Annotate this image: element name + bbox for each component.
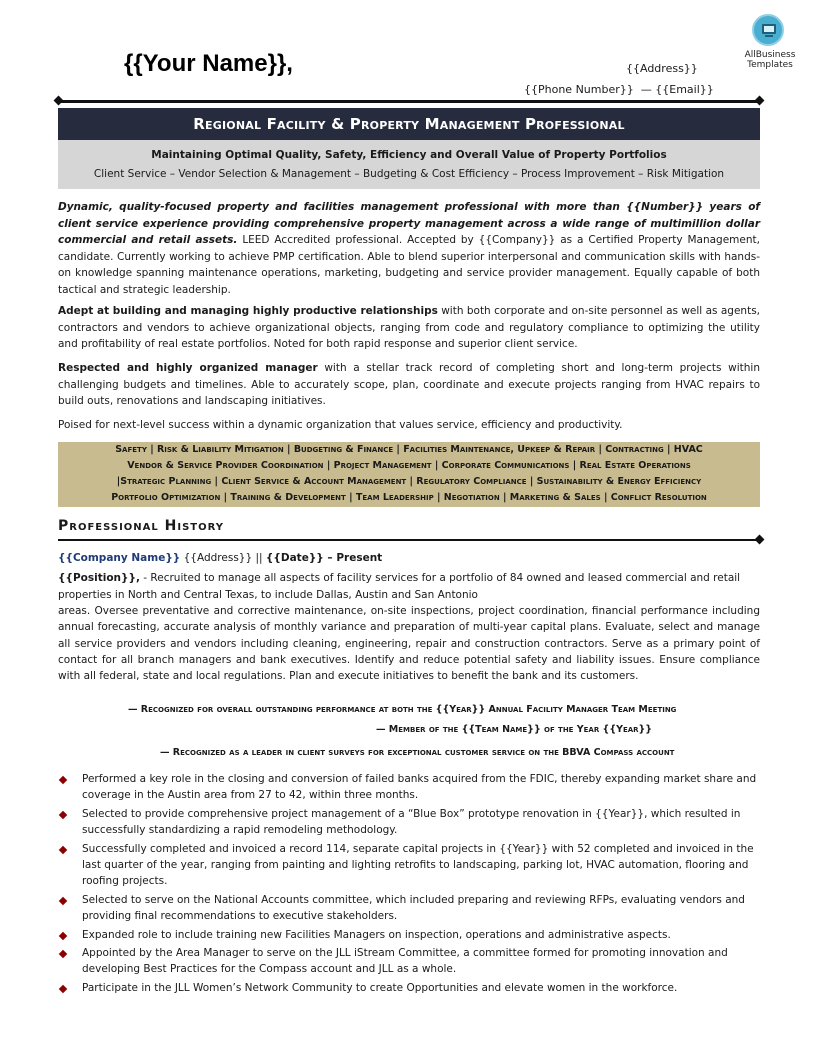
headline-banner (58, 108, 760, 140)
summary-paragraph-3: Respected and highly organized manager with a stellar track record of completing short and long-term projects within challenging budgets and timelines. Able to accurately scope, plan, coordinate and execute projects ranging from HVAC repairs to build outs, renovations and landscaping initiatives. (58, 362, 760, 407)
job-header (58, 552, 382, 564)
achievement-list (58, 771, 760, 998)
skills-line: Vendor & Service Provider Coordination | Project Management | Corporate Communications | Real Estate Operations (127, 460, 691, 471)
list-item: Performed a key role in the closing and conversion of failed banks acquired from the FDIC, thereby expanding market share and coverage in the Austin area from 27 to 42, within three months. (58, 771, 760, 804)
company-address: {{Address}} || (180, 552, 266, 564)
diamond-bullet-icon (59, 811, 67, 819)
section-rule (58, 539, 760, 541)
diamond-bullet-icon (59, 931, 67, 939)
address: {{Address}} (626, 62, 698, 75)
job-description: areas. Oversee preventative and corrective maintenance, on-site inspections, project coordination, financial performance including annual forecasting, accurate analysis of monthly variance and preparation of multi-year capital plans. Evaluate, select and manage all service providers and vendors including cleaning, engineering, repair and construction contractors. Serve as a primary point of contact for all branch managers and bank executives. Identify and reduce potential safety and liability issues. Ensure compliance with all federal, state and local regulations. Plan and execute initiatives to benefit the bank and its customers. (58, 605, 760, 683)
summary-paragraph-4: Poised for next-level success within a dynamic organization that values service, efficiency and productivity. (58, 419, 623, 431)
monitor-icon (762, 24, 776, 34)
diamond-bullet-icon (59, 897, 67, 905)
list-item: Selected to provide comprehensive project management of a “Blue Box” prototype renovation in {{Year}}, which resulted in successfully standardizing a rapid remodeling methodology. (58, 806, 760, 839)
subheadline-panel (58, 140, 760, 189)
section-title-history: Professional History (58, 518, 225, 534)
skills-line: Safety | Risk & Liability Mitigation | Budgeting & Finance | Facilities Maintenance, Upkeep & Repair | Contracting | HVAC (115, 444, 703, 455)
allbusiness-logo-icon (752, 14, 784, 46)
candidate-name: {{Your Name}}, (124, 50, 293, 77)
position-line: {{Position}}, - Recruited to manage all aspects of facility services for a portfolio of 84 owned and leased commercial and retail properties in North and Central Texas, to include Dallas, Austin and San Antonio (58, 572, 741, 601)
company-name: {{Company Name}} (58, 552, 181, 564)
separator: — (640, 83, 652, 96)
list-item: Selected to serve on the National Accounts committee, which included preparing and reviewing RFPs, evaluating vendors and providing final recommendations to executive stakeholders. (58, 892, 760, 925)
list-item: Successfully completed and invoiced a record 114, separate capital projects in {{Year}} with 52 completed and invoiced in the last quarter of the year, ranging from painting and lighting retrofits to landscaping, parking lot, HVAC automation, flooring and roofing projects. (58, 841, 760, 890)
skills-band (58, 442, 760, 507)
diamond-bullet-icon (59, 985, 67, 993)
contact-line (524, 83, 714, 96)
recognition-item: — Recognized as a leader in client surveys for exceptional customer service on the BBVA Compass account (160, 747, 675, 758)
skills-line: Portfolio Optimization | Training & Development | Team Leadership | Negotiation | Marketing & Sales | Conflict Resolution (111, 492, 707, 503)
job-present: – Present (323, 552, 383, 564)
job-date: {{Date}} (265, 552, 324, 564)
headline-title: Regional Facility & Property Management Professional (193, 115, 625, 133)
subheadline: Maintaining Optimal Quality, Safety, Efficiency and Overall Value of Property Portfolios (151, 149, 667, 161)
keywords-line: Client Service – Vendor Selection & Management – Budgeting & Cost Efficiency – Process Improvement – Risk Mitigation (93, 168, 725, 180)
list-item: Expanded role to include training new Facilities Managers on inspection, operations and administrative aspects. (58, 927, 760, 943)
phone-number: {{Phone Number}} (524, 83, 634, 96)
email: {{Email}} (655, 83, 714, 96)
summary-paragraph-2: Adept at building and managing highly productive relationships with both corporate and on-site personnel as well as agents, contractors and vendors to achieve organizational objects, ranging from code and regulatory compliance to optimizing the utility and profitability of real estate portfolios. Noted for both rapid response and superior client service. (58, 305, 760, 350)
summary-paragraph-1: Dynamic, quality-focused property and facilities management professional with more than {{Number}} years of client service experience providing comprehensive property management across a wide range of multimillion dollar commercial and retail assets. LEED Accredited professional. Accepted by {{Company}} as a Certified Property Management, candidate. Currently working to achieve PMP certification. Able to blend superior interpersonal and communication skills with hands-on knowledge spanning maintenance operations, marketing, budgeting and service provider management. Equally capable of both tactical and strategic leadership. (58, 201, 760, 296)
list-item: Participate in the JLL Women’s Network Community to create Opportunities and elevate women in the workforce. (58, 980, 760, 996)
list-item: Appointed by the Area Manager to serve on the JLL iStream Committee, a committee formed for promoting innovation and developing Best Practices for the Compass account and JLL as a whole. (58, 945, 760, 978)
logo-text: AllBusiness Templates (744, 50, 796, 70)
diamond-bullet-icon (59, 776, 67, 784)
header-rule (58, 100, 760, 103)
recognition-item: — Member of the {{Team Name}} of the Year {{Year}} (376, 724, 653, 735)
recognition-item: — Recognized for overall outstanding performance at both the {{Year}} Annual Facility Manager Team Meeting (128, 704, 677, 715)
diamond-bullet-icon (59, 950, 67, 958)
position-title: {{Position}}, (58, 572, 140, 584)
diamond-bullet-icon (59, 845, 67, 853)
skills-line: |Strategic Planning | Client Service & Account Management | Regulatory Compliance | Sustainability & Energy Efficiency (116, 476, 702, 487)
